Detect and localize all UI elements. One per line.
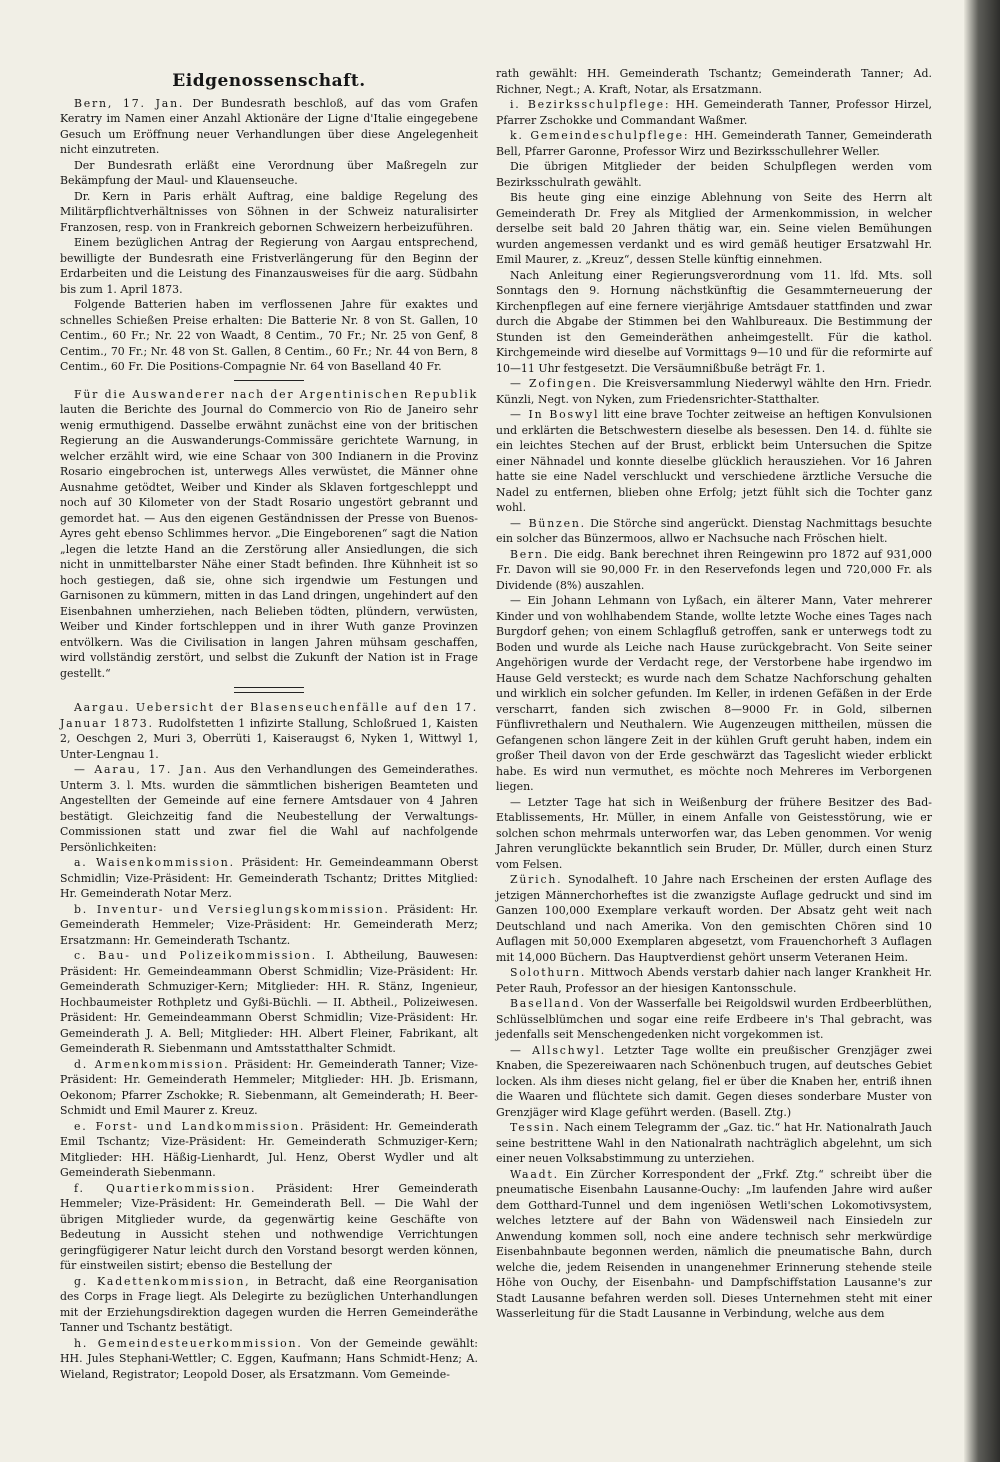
article-buenzen: — Bünzen. Die Störche sind angerückt. Dienstag Nachmittags besuchte ein solcher das Bünzermoos, allwo er Nachsuche nach Fröschen hielt. (496, 516, 932, 545)
paragraph: Bis heute ging eine einzige Ablehnung von Seite des Herrn alt Gemeinderath Dr. Frey als Mitglied der Armenkommission, in welcher derselbe seit bald 20 Jahren thätig war, ein. Seine vielen Bemühungen wurden angemessen verdankt und es wird gemäß heutiger Ersatzwahl Hr. Emil Maurer, z. „Kreuz“, dessen Stelle künftig einnehmen. (496, 191, 932, 266)
paragraph: Dr. Kern in Paris erhält Auftrag, eine baldige Regelung des Militärpflichtverhältnisses von Söhnen in der Schweiz naturalisirter Franzosen, resp. von in Frankreich gebornen Schweizern herbeizuführen. (60, 189, 478, 234)
article-aargau: Aargau. Uebersicht der Blasenseuchenfälle auf den 17. Januar 1873. Rudolfstetten 1 infizirte Stallung, Schloßrued 1, Kaisten 2, Oeschgen 2, Muri 3, Oberrüti 1, Kaiseraugst 6, Nyken 1, Wittwyl 1, Unter-Lengnau 1. (60, 701, 478, 761)
section-divider (234, 380, 304, 381)
article-zuerich: Zürich. Synodalheft. 10 Jahre nach Erscheinen der ersten Auflage des jetzigen Männerchorheftes ist die zwanzigste Auflage gedruckt und sind im Ganzen 100,000 Exemplare verkauft worden. Der Absatz geht weit nach Deutschland und nach Amerika. Von den gemischten Chören sind 10 Auflagen mit 50,000 Exemplaren abgesetzt, vom Frauenchorheft 3 Auflagen mit 14,000 Büchern. Das Hauptverdienst gehört unserm Veteranen Heim. (496, 873, 933, 964)
paragraph: Einem bezüglichen Antrag der Regierung von Aargau entsprechend, bewilligte der Bundesrath eine Fristverlängerung für den Beginn der Erdarbeiten und die Leistung des Finanzausweises für die aarg. Südbahn bis zum 1. April 1873. (60, 236, 478, 296)
paragraph: Die übrigen Mitglieder der beiden Schulpflegen werden vom Bezirksschulrath gewählt. (496, 160, 932, 189)
article-solothurn: Solothurn. Mittwoch Abends verstarb dahier nach langer Krankheit Hr. Peter Rauh, Professor an der hiesigen Kantonsschule. (496, 966, 932, 995)
dateline: Solothurn. (510, 966, 587, 979)
article-bern-bundesrath: Bern, 17. Jan. Der Bundesrath beschloß, auf das vom Grafen Keratry im Namen einer Anzahl Aktionäre der Ligne d'Italie eingegebene Gesuch um Eröffnung neuer Verhandlungen über diese Angelegenheit nicht einzutreten. (60, 96, 478, 156)
dateline: — Aarau, 17. Jan. (74, 763, 209, 776)
article-waadt: Waadt. Ein Zürcher Korrespondent der „Frkf. Ztg.“ schreibt über die pneumatische Eisenbahn Lausanne-Ouchy: „Im laufenden Jahre wird außer dem Gotthard-Tunnel und dem ingeniösen Wetli'schen Lokomotivsystem, welches letztere auf der Bahn von Wädensweil nach Einsiedeln zur Anwendung kommen soll, noch eine andere technisch sehr merkwürdige Eisenbahnbaute begonnen werden, nämlich die pneumatische Bahn, durch welche die, jedem Reisenden in unangenehmer Erinnerung stehende steile Höhe von Ouchy, der Eisenbahn- und Dampfschiffstation Lausanne's zur Stadt Lausanne befahren werden soll. Dieses Unternehmen steht mit einer Wasserleitung für die Stadt Lausanne in Verbindung, welche aus dem (496, 1167, 932, 1320)
commission-item: k. Gemeindeschulpflege: HH. Gemeinderath Tanner, Gemeinderath Bell, Pfarrer Garonne, Professor Wirz und Bezirksschullehrer Weller. (496, 129, 933, 158)
paragraph: Folgende Batterien haben im verflossenen Jahre für exaktes und schnelles Schießen Preise erhalten: Die Batterie Nr. 8 von St. Gallen, 10 Centim., 60 Fr.; Nr. 22 von Waadt, 8 Centim., 70 Fr.; Nr. 25 von Genf, 8 Centim., 70 Fr.; Nr. 48 von St. Gallen, 8 Centim., 60 Fr.; Nr. 44 von Bern, 8 Centim., 60 Fr. Die Positions-Compagnie Nr. 64 von Baselland 40 Fr. (60, 298, 478, 373)
dateline: — In Boswyl (510, 408, 600, 421)
dateline: Bern, 17. Jan. (74, 96, 185, 110)
article-lead: Für die Auswanderer nach der Argentinischen Republik (74, 387, 478, 401)
paragraph: — Ein Johann Lehmann von Lyßach, ein älterer Mann, Vater mehrerer Kinder und von wohlhabendem Stande, wollte letzte Woche eines Tages nach Burgdorf gehen; von einem Schlagfluß getroffen, sank er unterwegs todt zu Boden und wurde als Leiche nach Hause zurückgebracht. Von Seite seiner Angehörigen wurde der Verdacht rege, der Verstorbene habe irgendwo im Hause Geld versteckt; es wurde nach dem Schatze Nachforschung gehalten und wirklich ein solcher gefunden. Im Keller, in irdenen Gefäßen in der Erde verscharrt, fanden sich zwischen 8—9000 Fr. in Gold, silbernen Fünflivrethalern und Neuthalern. Wie Augenzeugen mittheilen, müssen die Gefangenen schon längere Zeit in der kühlen Gruft geruht haben, indem ein großer Theil davon von der Erde geschwärzt das Tageslicht wieder erblickt habe. Es wird nun vermuthet, es möchte noch Mehreres im Verborgenen liegen. (496, 594, 932, 793)
page-edge-shadow (964, 0, 1000, 1462)
article-tessin: Tessin. Nach einem Telegramm der „Gaz. tic.“ hat Hr. Nationalrath Jauch seine bestrittene Wahl in den Nationalrath nachträglich abgelehnt, um sich einer neuen Volksabstimmung zu unterziehen. (496, 1121, 932, 1165)
commission-item: d. Armenkommission. Präsident: Hr. Gemeinderath Tanner; Vize-Präsident: Hr. Gemeinderath Hemmeler; Mitglieder: HH. Jb. Erismann, Oekonom; Pfarrer Zschokke; R. Siebenmann, alt Gemeinderath; H. Beer-Schmidt und Emil Maurer z. Kreuz. (60, 1057, 478, 1117)
dateline: — Bünzen. (510, 516, 586, 530)
paragraph: — Letzter Tage hat sich in Weißenburg der frühere Besitzer des Bad-Etablissements, Hr. Müller, in einem Anfalle von Geistesstörung, wie er solchen schon mehrmals unterworfen war, das Leben genommen. Vor wenig Jahren verunglückte bekanntlich sein Bruder, Dr. Müller, durch einen Sturz vom Felsen. (496, 795, 932, 871)
dateline: Tessin. (510, 1121, 561, 1134)
article-zofingen: — Zofingen. Die Kreisversammlung Niederwyl wählte den Hrn. Friedr. Künzli, Negt. von Nyken, zum Friedensrichter-Statthalter. (496, 377, 932, 406)
dateline: Waadt. (510, 1167, 559, 1181)
paragraph: rath gewählt: HH. Gemeinderath Tschantz; Gemeinderath Tanner; Ad. Richner, Negt.; A. Kraft, Notar, als Ersatzmann. (496, 67, 932, 96)
commission-item: b. Inventur- und Versieglungskommission. Präsident: Hr. Gemeinderath Hemmeler; Vize-Präsident: Hr. Gemeinderath Merz; Ersatzmann: Hr. Gemeinderath Tschantz. (60, 902, 478, 947)
commission-item: e. Forst- und Landkommission. Präsident: Hr. Gemeinderath Emil Tschantz; Vize-Präsident: Hr. Gemeinderath Schmuziger-Kern; Mitglieder: HH. Häßig-Lienhardt, Jul. Henz, Oberst Wydler und alt Gemeinderath Siebenmann. (60, 1119, 478, 1179)
dateline: Baselland. (510, 997, 586, 1010)
commission-item: f. Quartierkommission. Präsident: Hrer Gemeinderath Hemmeler; Vize-Präsident: Hr. Gemeinderath Bell. — Die Wahl der übrigen Mitglieder wurde, da gegenwärtig keine Geschäfte von Bedeutung in Aussicht stehen und nothwendige Verrichtungen geringfügigerer Natur leicht durch den Vorstand besorgt werden können, für einstweilen sistirt; ebenso die Bestellung der (60, 1181, 478, 1272)
left-column (60, 71, 479, 1382)
dateline: — Allschwyl. (510, 1043, 607, 1057)
paragraph: Der Bundesrath erläßt eine Verordnung über Maßregeln zur Bekämpfung der Maul- und Klauenseuche. (60, 158, 478, 187)
article-bern-bank: Bern. Die eidg. Bank berechnet ihren Reingewinn pro 1872 auf 931,000 Fr. Davon will sie 90,000 Fr. in den Reservefonds legen und 720,000 Fr. als Dividende (8%) auszahlen. (496, 547, 932, 592)
article-aarau: — Aarau, 17. Jan. Aus den Verhandlungen des Gemeinderathes. Unterm 3. l. Mts. wurden die sämmtlichen bisherigen Beamteten und Angestellten der Gemeinde auf eine fernere Amtsdauer von 4 Jahren bestätigt. Gleichzeitig fand die Neubestellung der Verwaltungs-Commissionen statt und zwar fiel die Wahl auf nachfolgende Persönlichkeiten: (60, 763, 478, 854)
commission-item: i. Bezirksschulpflege: HH. Gemeinderath Tanner, Professor Hirzel, Pfarrer Zschokke und Commandant Waßmer. (496, 98, 932, 127)
right-column (496, 66, 932, 1322)
article-lead: Aargau. Uebersicht der Blasenseuchenfälle auf den 17. Januar 1873. (60, 701, 478, 730)
commission-item: c. Bau- und Polizeikommission. I. Abtheilung, Bauwesen: Präsident: Hr. Gemeindeammann Oberst Schmidlin; Vize-Präsident: Hr. Gemeinderath Schmuziger-Kern; Mitglieder: HH. R. Stänz, Ingenieur, Hochbaumeister Rothpletz und Gyßi-Büchli. — II. Abtheil., Polizeiwesen. Präsident: Hr. Gemeindeammann Oberst Schmidlin; Vize-Präsident: Hr. Gemeinderath J. A. Bell; Mitglieder: HH. Albert Fleiner, Fabrikant, alt Gemeinderath R. Siebenmann und Amtsstatthalter Schmidt. (60, 949, 479, 1055)
page-title: Eidgenossenschaft. (172, 71, 366, 91)
commission-item: g. Kadettenkommission, in Betracht, daß eine Reorganisation des Corps in Frage liegt. Als Delegirte zu bezüglichen Unterhandlungen mit der Erziehungsdirektion dagegen wurden die Herren Gemeinderäthe Tanner und Tschantz bestätigt. (60, 1274, 478, 1334)
dateline: — Zofingen. (510, 377, 598, 390)
article-allschwyl: — Allschwyl. Letzter Tage wollte ein preußischer Grenzjäger zwei Knaben, die Spezereiwaaren nach Schönenbuch trugen, auf deutsches Gebiet locken. Als ihm dieses nicht gelang, fiel er über die Knaben her, entriß ihnen die Waaren und flüchtete sich damit. Gegen dieses sonderbare Muster von Grenzjäger wird Klage geführt werden. (Basell. Ztg.) (496, 1043, 933, 1119)
dateline: Bern. (510, 547, 550, 561)
article-argentina: Für die Auswanderer nach der Argentinischen Republik lauten die Berichte des Journal do Commercio von Rio de Janeiro sehr wenig ermuthigend. Dasselbe erwähnt zunächst eine von der britischen Regierung an die Auswanderungs-Commissäre gerichtete Warnung, in welcher erzählt wird, wie eine Schaar von 300 Indianern in die Provinz Rosario eingebrochen ist, unterwegs Alles verwüstet, die Männer ohne Ausnahme getödtet, Weiber und Kinder als Sklaven fortgeschleppt und noch auf 30 Kilometer von der Stadt Rosario ungestört gebrannt und gemordet hat. — Aus den eigenen Geständnissen der Presse von Buenos-Ayres geht ebenso Schlimmes hervor. „Die Eingeborenen“ sagt die Nation „legen die letzte Hand an die Zerstörung aller Ansiedlungen, die sich nicht in unmittelbarster Nähe einer Stadt befinden. Ihre Kühnheit ist so hoch gestiegen, daß sie, ohne sich irgendwie um Festungen und Garnisonen zu kümmern, mitten in das Land dringen, ungehindert auf den Eisenbahnen umherziehen, nach Belieben tödten, plündern, verwüsten, Weiber und Kinder fortschleppen und in ihrer Wuth ganze Provinzen entvölkern. Was die Civilisation in langen Jahren mühsam geschaffen, wird vollständig zerstört, und selbst die Zukunft der Nation ist in Frage gestellt.“ (60, 387, 478, 680)
article-boswyl: — In Boswyl litt eine brave Tochter zeitweise an heftigen Konvulsionen und erklärten die Betschwestern dieselbe als besessen. Den 14. d. fühlte sie ein leichtes Stechen auf der Brust, erblickt beim Untersuchen die Spitze einer Nähnadel und konnte dieselbe glücklich herausziehen. Vor 16 Jahren hatte sie eine Nadel verschluckt und verschiedene ärztliche Versuche die Nadel zu entfernen, blieben ohne Erfolg; jetzt fühlt sich die Tochter ganz wohl. (496, 408, 932, 514)
section-divider-double (234, 687, 304, 693)
commission-item: a. Waisenkommission. Präsident: Hr. Gemeindeammann Oberst Schmidlin; Vize-Präsident: Hr. Gemeinderath Tschantz; Drittes Mitglied: Hr. Gemeinderath Notar Merz. (60, 856, 478, 900)
article-baselland: Baselland. Von der Wasserfalle bei Reigoldswil wurden Erdbeerblüthen, Schlüsselblümchen und sogar eine reife Erdbeere in's Thal gebracht, was jedenfalls seit Menschengedenken nicht vorgekommen ist. (496, 997, 932, 1041)
dateline: Zürich. (510, 873, 563, 886)
paragraph: Nach Anleitung einer Regierungsverordnung vom 11. lfd. Mts. soll Sonntags den 9. Hornung nächstkünftig die Gesammterneuerung der Kirchenpflegen auf eine fernere vierjährige Amtsdauer stattfinden und zwar durch die Abgabe der Stimmen bei den Wahlbureaux. Die Bestimmung der Stunden ist den Gemeinderäthen anheimgestellt. Für die kathol. Kirchgemeinde wird dieselbe auf Vormittags 9—10 und für die reformirte auf 10—11 Uhr festgesetzt. Die Versäumnißbuße beträgt Fr. 1. (496, 268, 932, 375)
commission-item: h. Gemeindesteuerkommission. Von der Gemeinde gewählt: HH. Jules Stephani-Wettler; C. Eggen, Kaufmann; Hans Schmidt-Henz; A. Wieland, Registrator; Leopold Doser, als Ersatzmann. Vom Gemeinde- (60, 1336, 478, 1381)
